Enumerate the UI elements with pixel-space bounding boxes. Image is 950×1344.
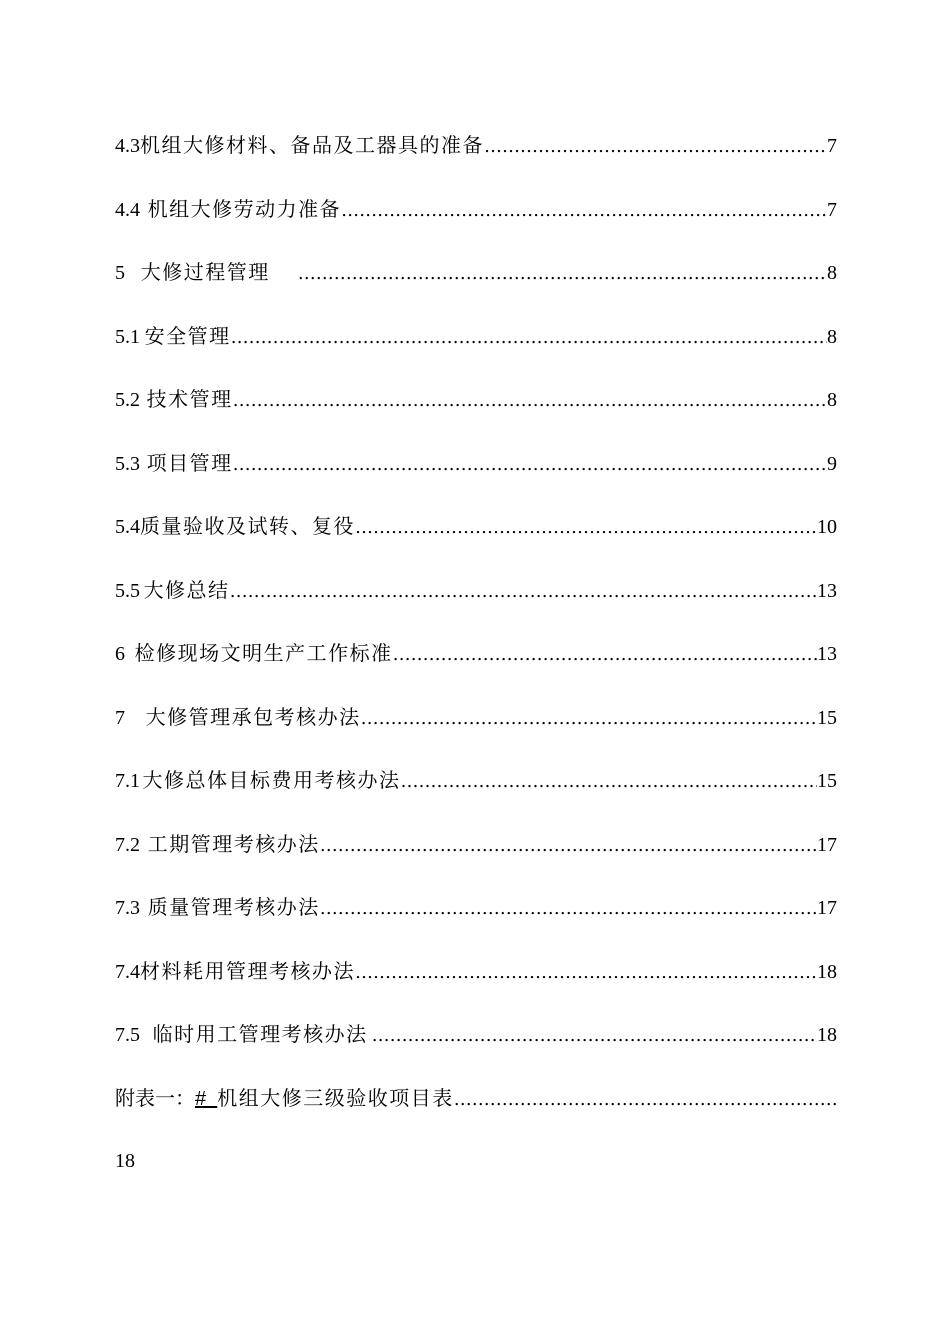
- toc-number: 4.4: [115, 198, 140, 221]
- toc-number: 7: [115, 706, 125, 729]
- toc-page-number: 17: [817, 833, 837, 856]
- toc-entry-7-3[interactable]: [115, 895, 837, 959]
- toc-title: 大修总结: [143, 577, 230, 602]
- toc-leader: [298, 262, 827, 286]
- toc-leader: [361, 707, 817, 731]
- toc-entry-5-2[interactable]: [115, 387, 837, 451]
- toc-leader: [231, 326, 827, 350]
- toc-title: 材料耗用管理考核办法: [140, 958, 355, 983]
- toc-leader: [372, 1024, 817, 1048]
- toc-leader: [320, 834, 817, 858]
- toc-leader: [355, 516, 817, 540]
- toc-title: 技术管理: [146, 387, 233, 411]
- toc-entry-7-2[interactable]: [115, 832, 837, 896]
- toc-leader: [393, 643, 817, 667]
- toc-title: 大修总体目标费用考核办法: [142, 768, 401, 792]
- table-of-contents: [115, 133, 837, 1173]
- toc-title: 质量管理考核办法: [147, 895, 320, 919]
- toc-entry-5-3[interactable]: [115, 451, 837, 515]
- toc-leader: [230, 580, 817, 604]
- toc-leader: [233, 389, 827, 413]
- toc-entry-5[interactable]: [115, 260, 837, 324]
- toc-number: 7.5: [115, 1024, 140, 1046]
- appendix-prefix: 附表一：: [115, 1085, 195, 1110]
- toc-page-number: 17: [817, 897, 837, 919]
- toc-number: 5.4: [115, 516, 140, 538]
- toc-page-number: 7: [827, 135, 837, 157]
- toc-page-number: 13: [817, 643, 837, 665]
- toc-page-number: 8: [827, 389, 837, 411]
- toc-leader: [454, 1088, 837, 1112]
- toc-entry-6[interactable]: [115, 641, 837, 705]
- toc-entry-7-1[interactable]: [115, 768, 837, 832]
- toc-title: 安全管理: [144, 323, 231, 348]
- toc-page-number: 7: [827, 198, 837, 221]
- toc-number: 7.2: [115, 833, 140, 856]
- toc-entry-7-4[interactable]: [115, 959, 837, 1023]
- toc-entry-7[interactable]: [115, 705, 837, 769]
- toc-title: 机组大修材料、备品及工器具的准备: [140, 133, 484, 157]
- toc-title: 大修过程管理: [140, 260, 270, 284]
- toc-number: 5.5: [115, 579, 140, 602]
- appendix-title: 机组大修三级验收项目表: [217, 1085, 454, 1110]
- toc-title: 项目管理: [146, 450, 233, 475]
- toc-entry-7-5[interactable]: [115, 1022, 837, 1086]
- toc-number: 4.3: [115, 135, 140, 157]
- toc-title: 工期管理考核办法: [147, 831, 320, 856]
- toc-number: 7.4: [115, 960, 140, 983]
- toc-number: 5.2: [115, 389, 140, 411]
- toc-number: 7.3: [115, 897, 140, 919]
- toc-entry-5-1[interactable]: [115, 324, 837, 388]
- toc-number: 7.1: [115, 770, 140, 792]
- toc-page-number: 8: [827, 262, 837, 284]
- toc-entry-appendix-1[interactable]: [115, 1086, 837, 1150]
- toc-leader: [233, 453, 827, 477]
- toc-page-number: 18: [817, 960, 837, 983]
- toc-number: 6: [115, 643, 125, 665]
- appendix-page-number: 18: [115, 1150, 135, 1172]
- toc-page-number: 9: [827, 452, 837, 475]
- toc-page-number: 13: [817, 579, 837, 602]
- toc-title: 机组大修劳动力准备: [147, 196, 342, 221]
- toc-leader: [484, 135, 827, 159]
- toc-page-number: 10: [817, 516, 837, 538]
- toc-entry-5-4[interactable]: [115, 514, 837, 578]
- toc-leader: [400, 770, 817, 794]
- toc-page-number: 15: [817, 706, 837, 729]
- toc-entry-4-3[interactable]: [115, 133, 837, 197]
- toc-title: 质量验收及试转、复役: [140, 514, 355, 538]
- toc-title: 临时用工管理考核办法: [152, 1022, 368, 1046]
- toc-leader: [341, 199, 827, 223]
- toc-title: 大修管理承包考核办法: [145, 704, 361, 729]
- appendix-unit-blank: #: [195, 1087, 218, 1110]
- toc-leader: [320, 897, 817, 921]
- toc-number: 5.3: [115, 452, 140, 475]
- toc-number: 5.1: [115, 325, 140, 348]
- toc-entry-4-4[interactable]: [115, 197, 837, 261]
- toc-number: 5: [115, 262, 125, 284]
- toc-page-number: 15: [817, 770, 837, 792]
- toc-page-number: 8: [827, 325, 837, 348]
- toc-entry-5-5[interactable]: [115, 578, 837, 642]
- toc-page-number: 18: [817, 1024, 837, 1046]
- toc-leader: [355, 961, 817, 985]
- toc-title: 检修现场文明生产工作标准: [134, 641, 393, 665]
